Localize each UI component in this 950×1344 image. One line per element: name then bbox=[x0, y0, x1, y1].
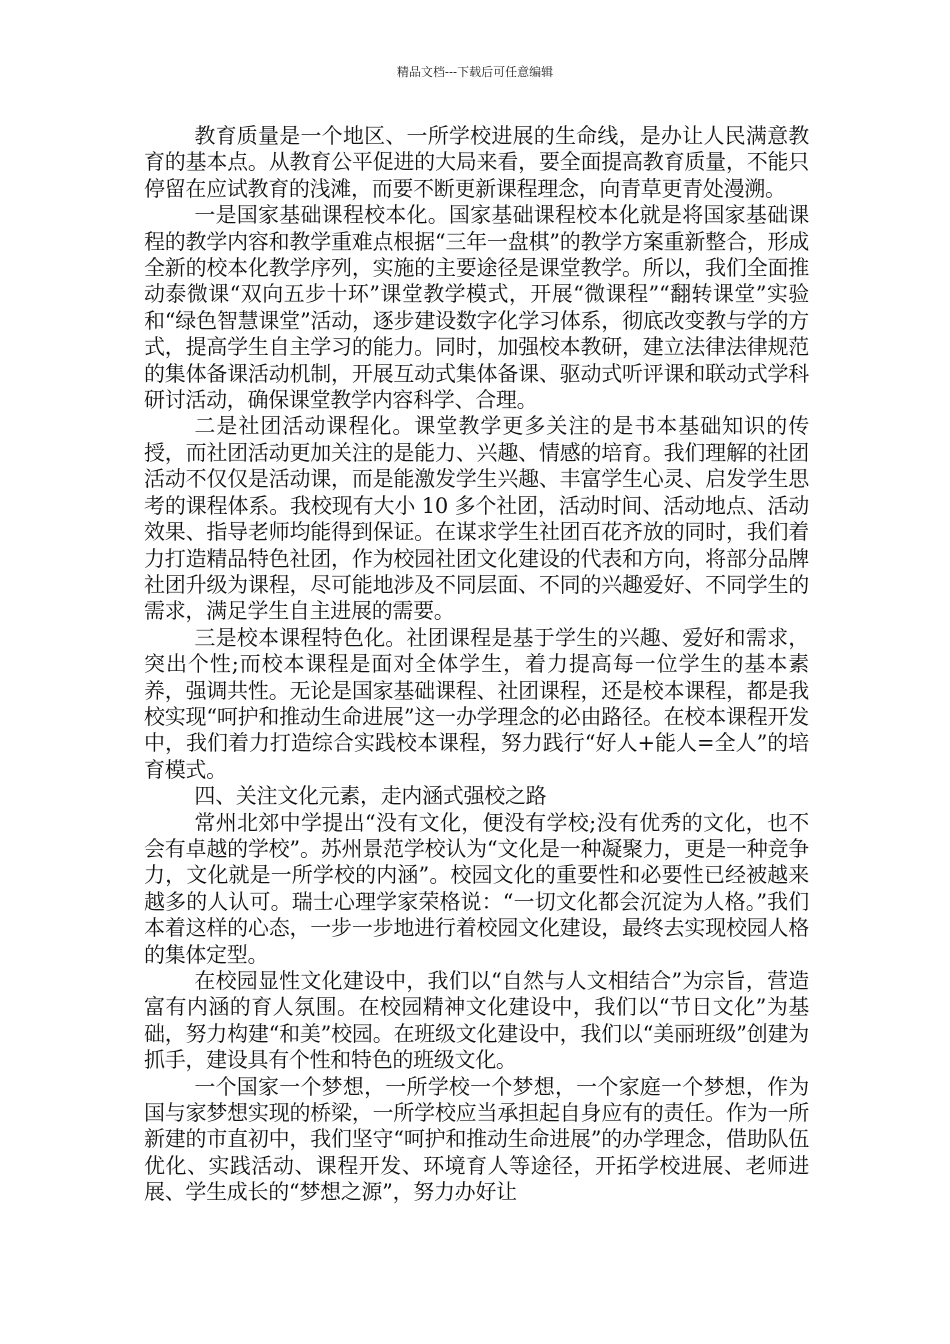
paragraph-national-curriculum: 一是国家基础课程校本化。国家基础课程校本化就是将国家基础课程的教学内容和教学重难点根据“三年一盘棋”的教学方案重新整合，形成全新的校本化教学序列，实施的主要途径是课堂教学。所以，我们全面推动泰微课“双向五步十环”课堂教学模式，开展“微课程”“翻转课堂”实验和“绿色智慧课堂”活动，逐步建设数字化学习体系，彻底改变教与学的方式，提高学生自主学习的能力。同时，加强校本教研，建立法律法律规范的集体备课活动机制，开展互动式集体备课、驱动式听评课和联动式学科研讨活动，确保课堂教学内容科学、合理。 bbox=[144, 203, 809, 413]
paragraph-school-curriculum: 三是校本课程特色化。社团课程是基于学生的兴趣、爱好和需求，突出个性;而校本课程是面对全体学生，着力提高每一位学生的基本素养，强调共性。无论是国家基础课程、社团课程，还是校本课程，都是我校实现“呵护和推动生命进展”这一办学理念的必由路径。在校本课程开发中，我们着力打造综合实践校本课程，努力践行“好人+能人=全人”的培育模式。 bbox=[144, 625, 809, 782]
page-header: 精品文档---下载后可任意编辑 bbox=[396, 65, 554, 79]
paragraph-dream: 一个国家一个梦想，一所学校一个梦想，一个家庭一个梦想，作为国与家梦想实现的桥梁，一所学校应当承担起自身应有的责任。作为一所新建的市直初中，我们坚守“呵护和推动生命进展”的办学理念，借助队伍优化、实践活动、课程开发、环境育人等途径，开拓学校进展、老师进展、学生成长的“梦想之源”，努力办好让 bbox=[144, 1074, 809, 1205]
paragraph-intro: 教育质量是一个地区、一所学校进展的生命线，是办让人民满意教育的基本点。从教育公平促进的大局来看，要全面提高教育质量，不能只停留在应试教育的浅滩，而要不断更新课程理念，向青草更青处漫溯。 bbox=[144, 124, 809, 201]
paragraph-club-activities: 二是社团活动课程化。课堂教学更多关注的是书本基础知识的传授，而社团活动更加关注的是能力、兴趣、情感的培育。我们理解的社团活动不仅仅是活动课，而是能激发学生兴趣、丰富学生心灵、启发学生思考的课程体系。我校现有大小 10 多个社团，活动时间、活动地点、活动效果、指导老师均能得到保证。在谋求学生社团百花齐放的同时，我们着力打造精品特色社团，作为校园社团文化建设的代表和方向，将部分品牌社团升级为课程，尽可能地涉及不同层面、不同的兴趣爱好、不同学生的需求，满足学生自主进展的需要。 bbox=[144, 414, 809, 624]
document-body bbox=[144, 123, 809, 1206]
paragraph-culture-quotes: 常州北郊中学提出“没有文化，便没有学校;没有优秀的文化，也不会有卓越的学校”。苏州景范学校认为“文化是一种凝聚力，更是一种竞争力，文化就是一所学校的内涵”。校园文化的重要性和必要性已经被越来越多的人认可。瑞士心理学家荣格说：“一切文化都会沉淀为人格。”我们本着这样的心态，一步一步地进行着校园文化建设，最终去实现校园人格的集体定型。 bbox=[144, 810, 809, 967]
paragraph-campus-culture: 在校园显性文化建设中，我们以“自然与人文相结合”为宗旨，营造富有内涵的育人氛围。在校园精神文化建设中，我们以“节日文化”为基础，努力构建“和美”校园。在班级文化建设中，我们以“美丽班级”创建为抓手，建设具有个性和特色的班级文化。 bbox=[144, 969, 809, 1073]
section-heading-culture: 四、关注文化元素，走内涵式强校之路 bbox=[194, 784, 547, 809]
